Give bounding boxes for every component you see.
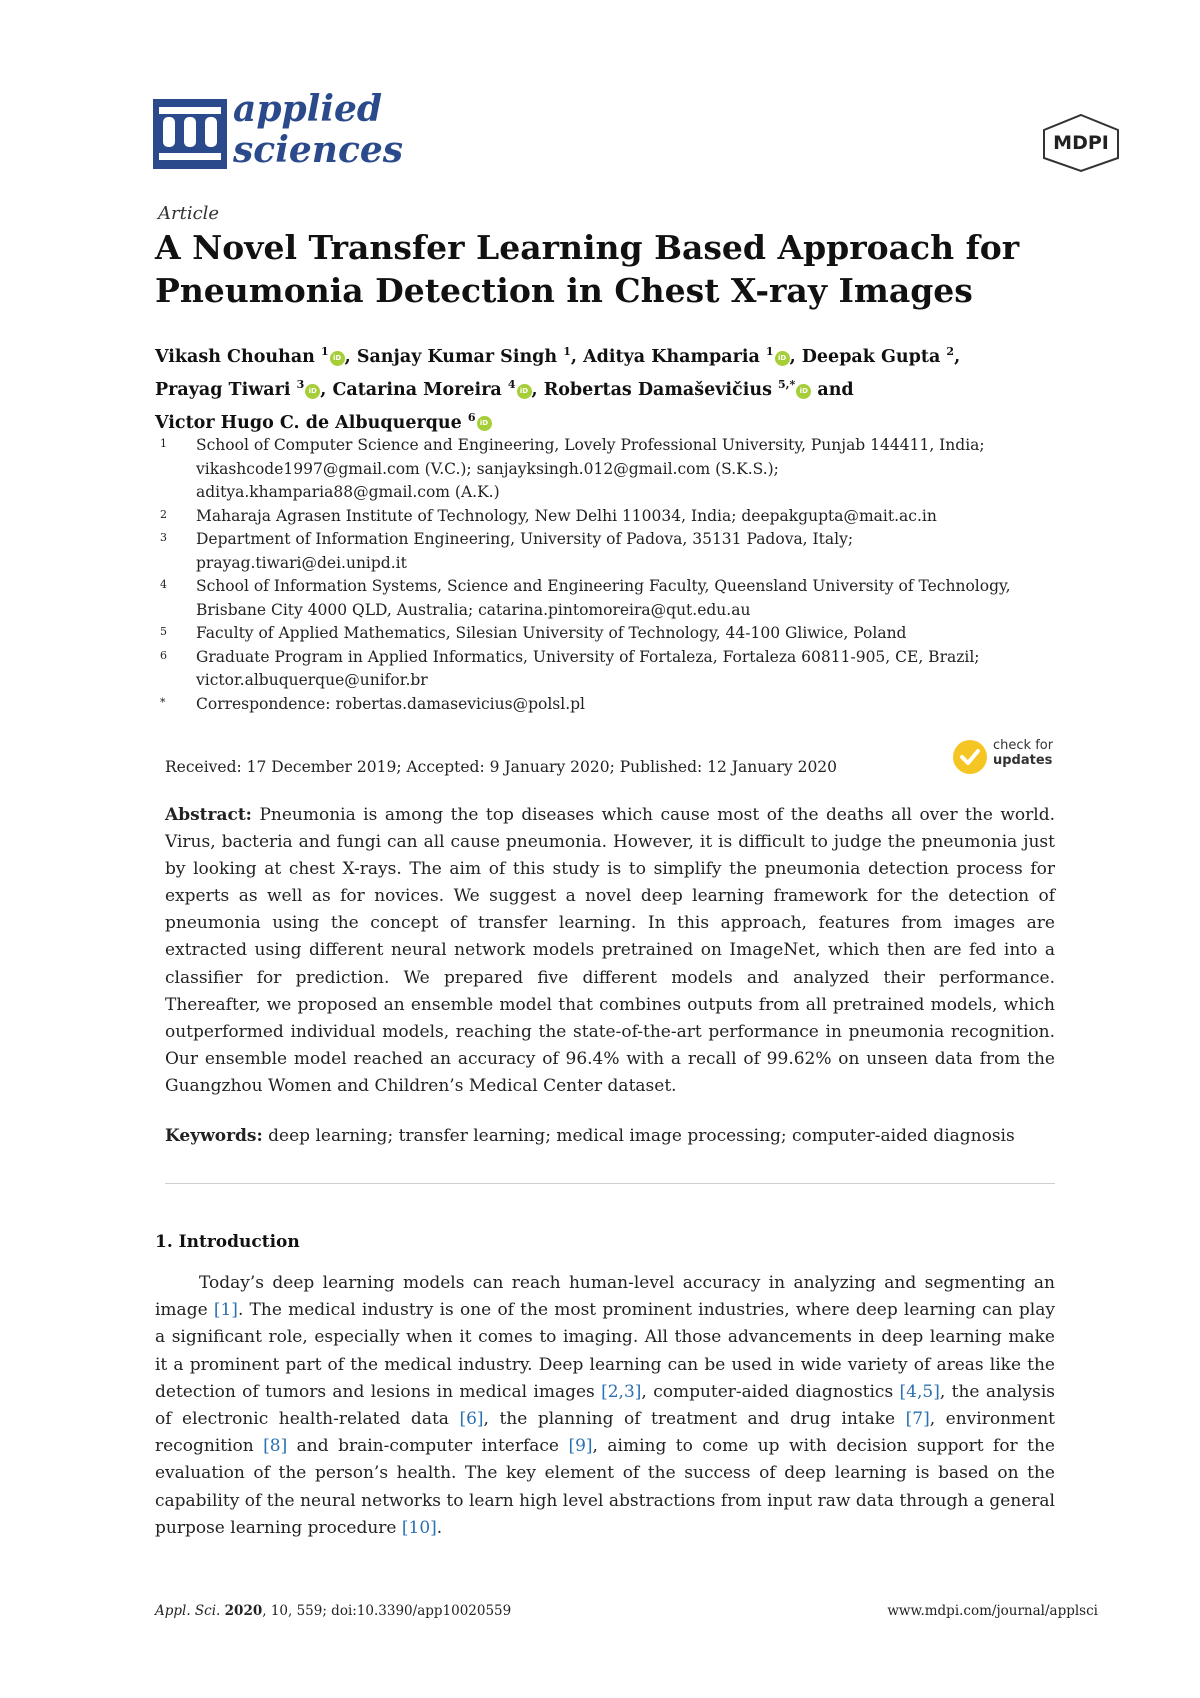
journal-name-line2: sciences [233, 129, 404, 171]
orcid-icon[interactable]: iD [517, 384, 532, 399]
author-affiliation-marker: 1 [765, 345, 774, 358]
footer-doi: , 10, 559; doi:10.3390/app10020559 [262, 1603, 512, 1619]
affiliation [160, 528, 1120, 575]
journal-logo [153, 88, 404, 173]
affiliation [160, 646, 1120, 693]
keywords-text: deep learning; transfer learning; medical image processing; computer-aided diagnosis [268, 1126, 1015, 1146]
affiliation-line: victor.albuquerque@unifor.br [196, 671, 428, 689]
journal-logo-icon [153, 99, 227, 169]
affiliation-line: vikashcode1997@gmail.com (V.C.); sanjayksingh.012@gmail.com (S.K.S.); [196, 459, 779, 478]
affiliation-line: Department of Information Engineering, University of Padova, 35131 Padova, Italy; [196, 530, 854, 548]
author-affiliation-marker: 5,* [778, 377, 796, 391]
check-updates-line1: check for [993, 738, 1054, 753]
page-title: A Novel Transfer Learning Based Approach for Pneumonia Detection in Chest X-ray Images [155, 228, 1020, 310]
citation-link[interactable]: [2,3] [601, 1381, 642, 1402]
affiliation-number: 6 [160, 648, 167, 662]
author-name: Sanjay Kumar Singh [356, 346, 558, 367]
paragraph-text: , the planning of treatment and drug intake [483, 1409, 906, 1430]
affiliation-line: School of Information Systems, Science and Engineering Faculty, Queensland University of Technology, [196, 577, 1011, 595]
author-affiliation-marker: 1 [563, 345, 571, 358]
affiliation [160, 575, 1120, 622]
author-separator: , [789, 346, 802, 367]
affiliation-line: Graduate Program in Applied Informatics, University of Fortaleza, Fortaleza 60811-905, CE, Brazil; [196, 647, 980, 666]
affiliation-line: Faculty of Applied Mathematics, Silesian University of Technology, 44-100 Gliwice, Poland [196, 624, 907, 642]
abstract-text: Pneumonia is among the top diseases which cause most of the deaths all over the world. Virus, bacteria and fungi can all cause pneumonia. However, it is difficult to judge the pneumonia just by looking at chest X-rays. The aim of this study is to simplify the pneumonia detection process for experts as well as for novices. We suggest a novel deep learning framework for the detection of pneumonia using the concept of transfer learning. In this approach, features from images are extracted using different neural network models pretrained on ImageNet, which then are fed into a classifier for prediction. We prepared five different models and analyzed their performance. Thereafter, we proposed an ensemble model that combines outputs from all pretrained models, which outperformed individual models, reaching the state-of-the-art performance in pneumonia recognition. Our ensemble model reached an accuracy of 96.4% with a recall of 99.62% on unseen data from the Guangzhou Women and Children’s Medical Center dataset. [165, 805, 1055, 1096]
affiliation-number: * [160, 695, 166, 709]
author-name: Victor Hugo C. de Albuquerque [155, 412, 462, 433]
affiliation-number: 2 [160, 507, 167, 521]
affiliation-number: 5 [160, 625, 167, 638]
check-updates-line2: updates [993, 753, 1053, 768]
paragraph-text: . [436, 1517, 443, 1538]
abstract-label: Abstract: [165, 805, 252, 825]
introduction-paragraph [155, 1270, 1055, 1542]
publication-dates: Received: 17 December 2019; Accepted: 9 January 2020; Published: 12 January 2020 [165, 758, 838, 776]
orcid-icon[interactable]: iD [775, 351, 790, 366]
citation-link[interactable]: [7] [905, 1409, 930, 1430]
section-title-introduction: 1. Introduction [155, 1232, 300, 1252]
author-name: Vikash Chouhan [155, 346, 315, 367]
citation-link[interactable]: [9] [568, 1436, 593, 1457]
author-affiliation-marker: 6 [467, 410, 476, 424]
affiliation-list [160, 434, 1120, 716]
author-separator: , [954, 346, 961, 367]
affiliation [160, 505, 1120, 529]
affiliation-number: 3 [160, 531, 167, 544]
paragraph-text: , computer-aided diagnostics [641, 1381, 900, 1402]
footer-year: 2020 [224, 1603, 263, 1619]
journal-name [233, 89, 403, 171]
keywords-label: Keywords: [165, 1126, 263, 1146]
paragraph-text: , the analysis of electronic health-related data [155, 1381, 1055, 1430]
citation-link[interactable]: [10] [401, 1517, 437, 1538]
check-for-updates-button[interactable] [953, 738, 1103, 780]
publisher-name: MDPI [1053, 132, 1109, 154]
affiliation-line: Correspondence: robertas.damasevicius@polsl.pl [196, 694, 585, 713]
affiliation [160, 693, 1120, 717]
publisher-logo [1040, 113, 1122, 173]
author-name: Prayag Tiwari [155, 379, 291, 400]
paragraph-text: and brain-computer interface [287, 1436, 569, 1457]
affiliation-line: School of Computer Science and Engineering, Lovely Professional University, Punjab 144411, India; [196, 436, 985, 454]
author-separator: and [811, 379, 854, 400]
footer-journal-url[interactable]: www.mdpi.com/journal/applsci [887, 1603, 1098, 1619]
affiliation-line: prayag.tiwari@dei.unipd.it [196, 553, 407, 572]
journal-name-line1: applied [233, 88, 383, 130]
divider [165, 1183, 1055, 1184]
author-separator: , [344, 346, 357, 367]
paragraph-text: , aiming to come up with decision support for the evaluation of the person’s health. The key element of the success of deep learning is based on the capability of the neural networks to learn high level abstractions from input raw data through a general purpose learning procedure [155, 1436, 1055, 1538]
citation-link[interactable]: [6] [459, 1409, 484, 1430]
affiliation [160, 434, 1120, 505]
paragraph-text: . The medical industry is one of the most prominent industries, where deep learning can play a significant role, especially when it comes to imaging. All those advancements in deep learning make it a prominent part of the medical industry. Deep learning can be used in wide variety of areas like the detection of tumors and lesions in medical images [155, 1300, 1055, 1402]
keywords [165, 1126, 1055, 1146]
orcid-icon[interactable]: iD [796, 384, 811, 399]
author-affiliation-marker: 3 [296, 377, 305, 391]
affiliation-number: 1 [160, 437, 167, 450]
author-affiliation-marker: 1 [320, 345, 329, 358]
check-updates-icon [953, 740, 987, 774]
orcid-icon[interactable]: iD [477, 416, 492, 431]
citation-link[interactable]: [4,5] [899, 1381, 940, 1402]
author-affiliation-marker: 4 [507, 377, 516, 391]
affiliation-number: 4 [160, 578, 167, 591]
author-name: Aditya Khamparia [583, 346, 760, 367]
author-name: Robertas Damaševičius [543, 379, 772, 400]
affiliation-line: Maharaja Agrasen Institute of Technology, New Delhi 110034, India; deepakgupta@mait.ac.in [196, 506, 937, 525]
footer-citation [155, 1603, 511, 1619]
check-updates-text [993, 738, 1053, 768]
orcid-icon[interactable]: iD [330, 351, 345, 366]
article-type: Article [158, 203, 220, 224]
paragraph-text: , environment recognition [155, 1409, 1055, 1457]
paragraph-text: Today’s deep learning models can reach human-level accuracy in analyzing and segmenting an image [155, 1273, 1055, 1321]
orcid-icon[interactable]: iD [305, 384, 320, 399]
citation-link[interactable]: [8] [263, 1436, 288, 1457]
citation-link[interactable]: [1] [213, 1300, 238, 1321]
author-separator: , [320, 379, 333, 400]
footer-journal: Appl. Sci. [155, 1603, 221, 1619]
publisher-logo-icon [1040, 113, 1122, 173]
affiliation-line: aditya.khamparia88@gmail.com (A.K.) [196, 483, 500, 501]
affiliation-line: Brisbane City 4000 QLD, Australia; catarina.pintomoreira@qut.edu.au [196, 600, 751, 619]
affiliation [160, 622, 1120, 646]
author-separator: , [570, 346, 584, 367]
author-separator: , [531, 379, 544, 400]
author-affiliation-marker: 2 [946, 345, 955, 358]
author-list [155, 338, 1115, 436]
author-name: Catarina Moreira [332, 379, 502, 400]
abstract [165, 802, 1055, 1100]
author-name: Deepak Gupta [801, 346, 941, 367]
